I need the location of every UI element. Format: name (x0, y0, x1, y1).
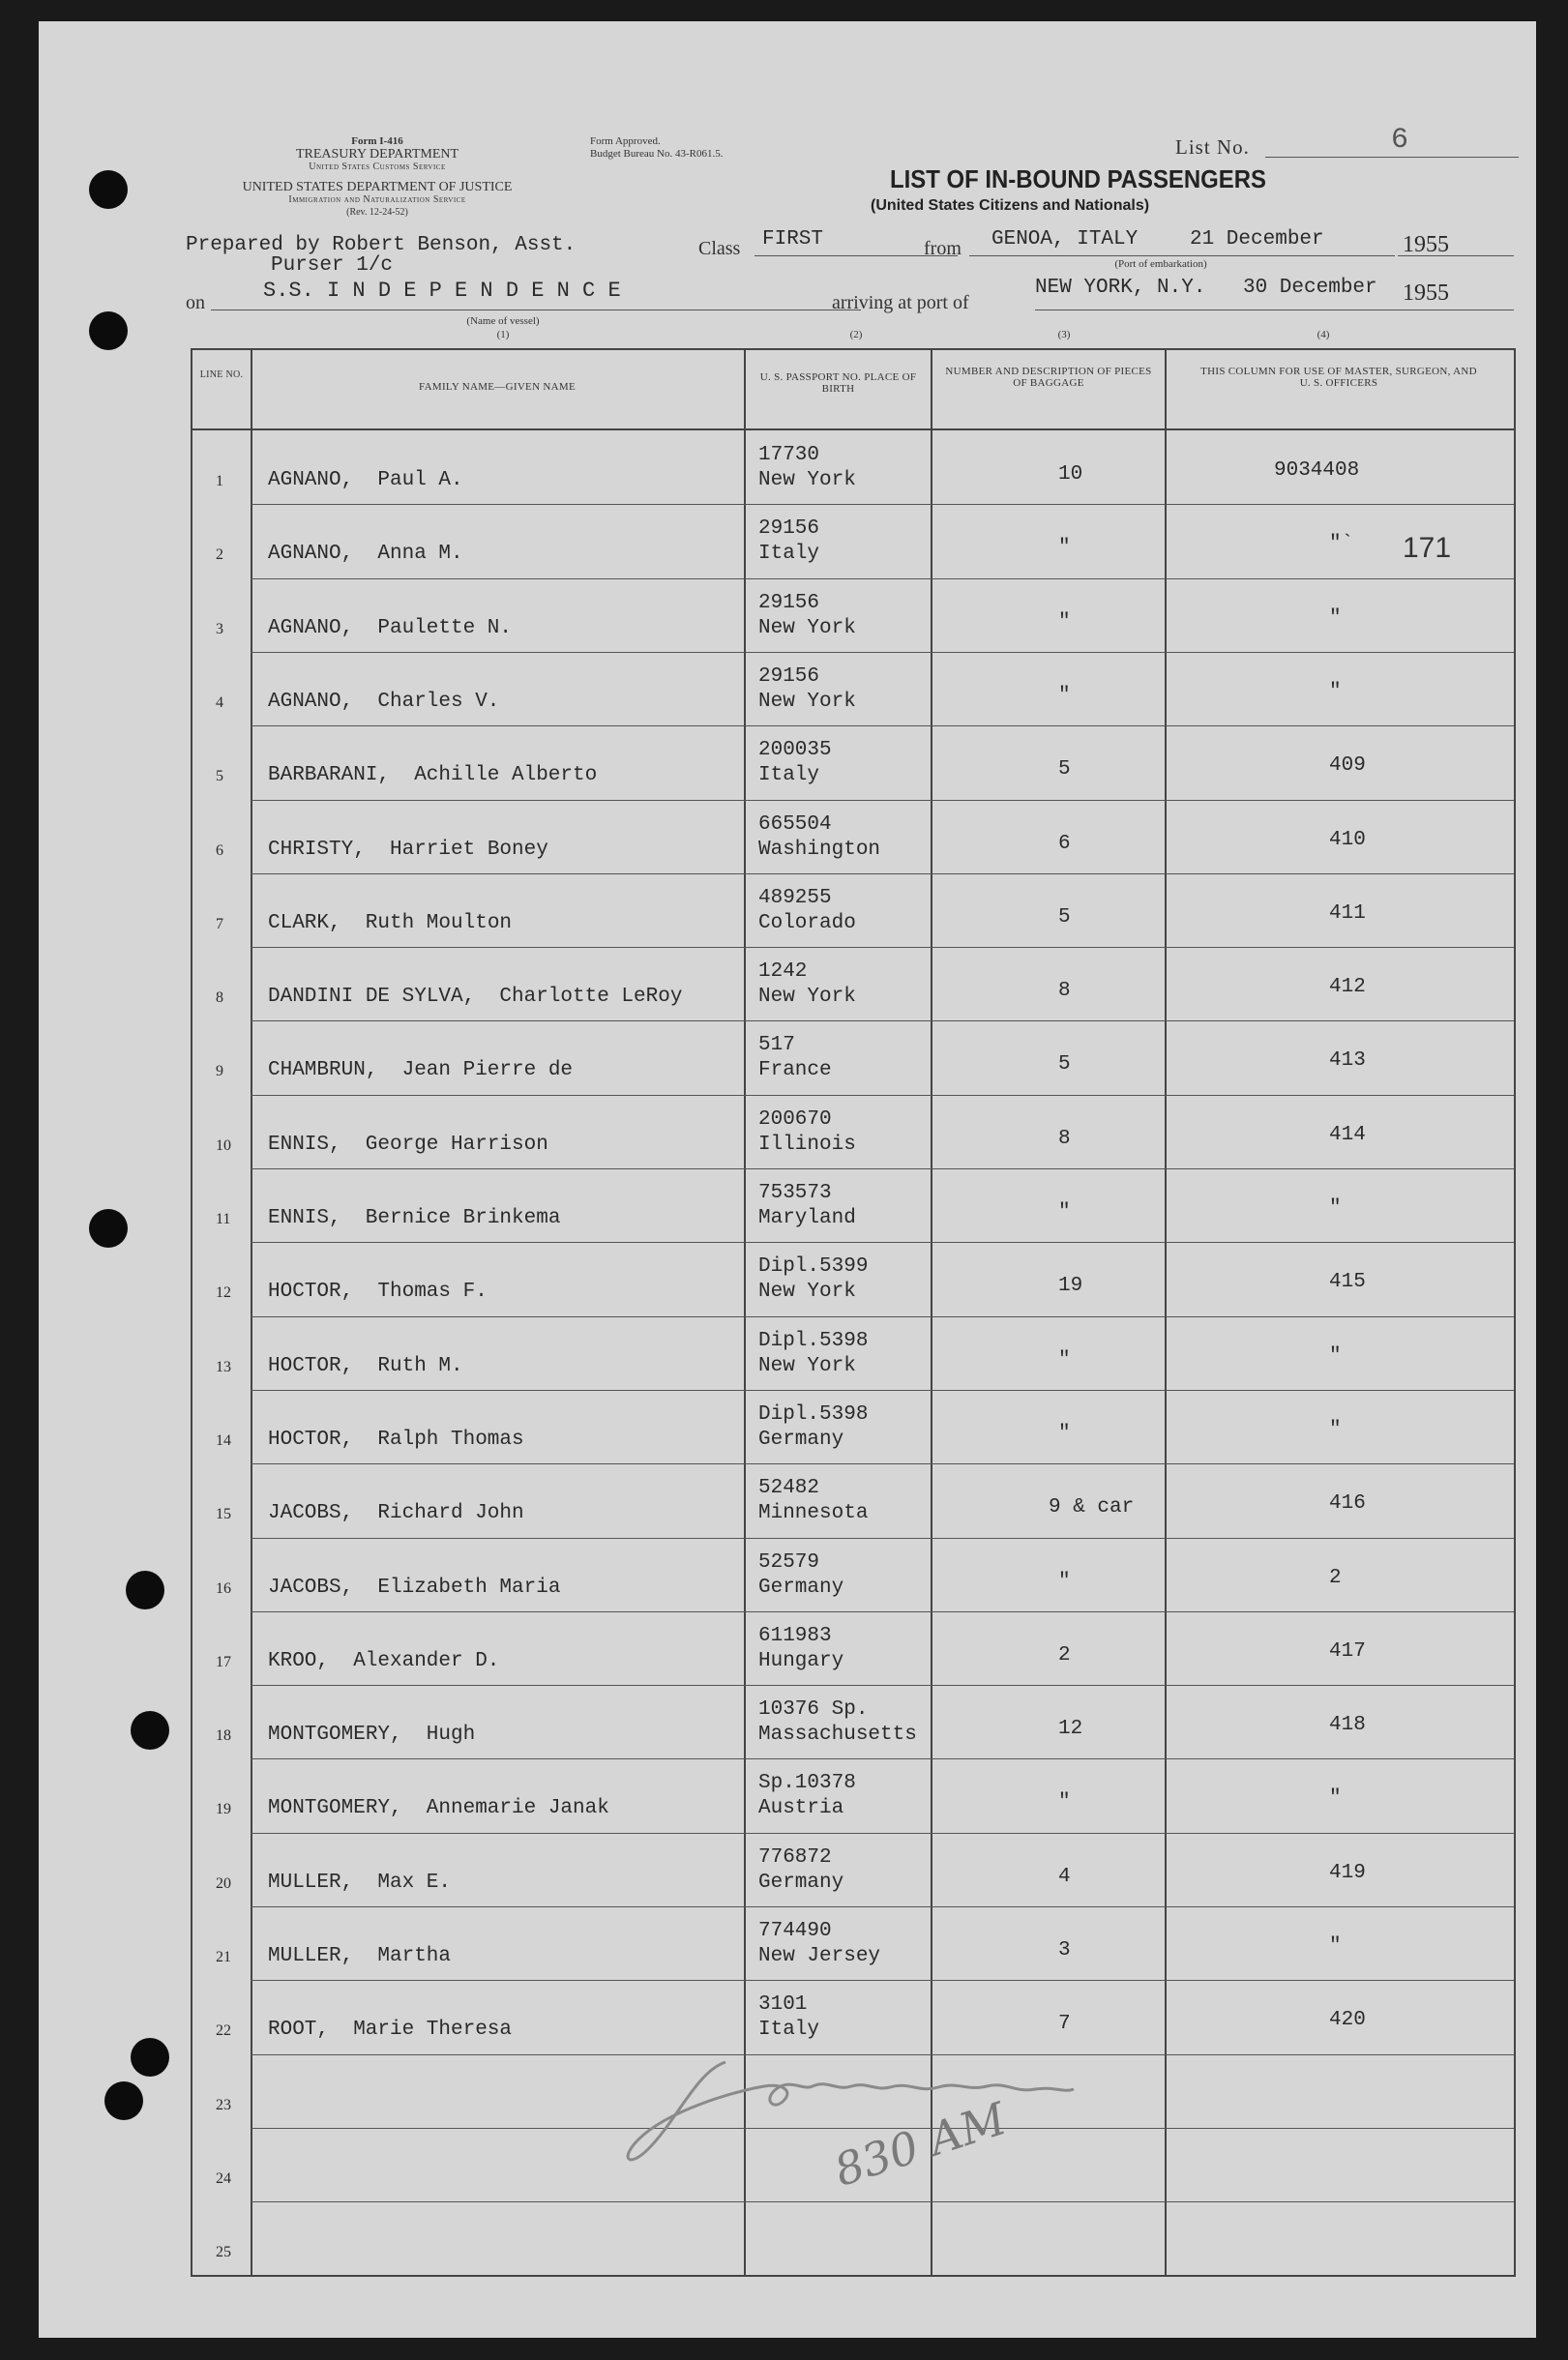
col4-number: (4) (1317, 329, 1330, 340)
passport-number: 17730 (758, 444, 820, 466)
punch-hole (131, 2038, 169, 2077)
table-row (192, 578, 1514, 653)
table-row (192, 873, 1514, 948)
line-number: 3 (216, 620, 223, 637)
passport-number: 29156 (758, 591, 820, 614)
given-name: Thomas F. (377, 1281, 488, 1304)
family-name: JACOBS, (268, 1576, 354, 1599)
table-row (192, 430, 1514, 505)
col-header-officers: THIS COLUMN FOR USE OF MASTER, SURGEON, AND U. S. OFFICERS (1200, 366, 1477, 389)
given-name: Bernice Brinkema (365, 1207, 561, 1229)
officer-note: "` (1329, 533, 1354, 556)
given-name: Hugh (426, 1724, 476, 1747)
passport-number: 1242 (758, 960, 808, 984)
officer-note: 418 (1329, 1714, 1366, 1737)
officer-note: " (1329, 1344, 1342, 1368)
arrival-port: NEW YORK, N.Y. (1035, 277, 1206, 299)
officer-note: 412 (1329, 976, 1366, 999)
place-of-birth: Maryland (758, 1207, 856, 1229)
baggage: " (1058, 1791, 1071, 1814)
given-name: Ruth Moulton (365, 911, 513, 934)
family-name: CLARK, (268, 911, 341, 934)
baggage: 7 (1058, 2013, 1071, 2036)
place-of-birth: Colorado (758, 911, 856, 934)
line-number: 7 (216, 915, 223, 932)
officer-note: " (1329, 1418, 1342, 1441)
vessel-name: S.S. I N D E P E N D E N C E (263, 279, 621, 303)
officer-note: 413 (1329, 1049, 1366, 1073)
punch-hole (89, 311, 128, 350)
table-row (192, 1758, 1514, 1833)
officer-note: 409 (1329, 754, 1366, 778)
baggage: 19 (1058, 1275, 1083, 1298)
table-row (192, 1833, 1514, 1907)
given-name: Charlotte LeRoy (499, 986, 683, 1009)
family-name: KROO, (268, 1649, 330, 1672)
place-of-birth: Italy (758, 764, 820, 787)
class-label: Class (698, 238, 741, 259)
passport-number: 753573 (758, 1182, 832, 1204)
baggage: 3 (1058, 1939, 1071, 1962)
list-no-label: List No. (1175, 135, 1250, 159)
line-number: 22 (216, 2022, 231, 2040)
given-name: Achille Alberto (414, 764, 598, 787)
table-row (192, 1390, 1514, 1464)
passport-number: 10376 Sp. (758, 1698, 869, 1722)
baggage: 2 (1058, 1643, 1071, 1667)
passport-number: 29156 (758, 517, 820, 541)
table-row (192, 2201, 1514, 2276)
baggage: 10 (1058, 463, 1083, 486)
baggage: 8 (1058, 1127, 1071, 1150)
time-stamp: 830 AM (828, 2092, 1013, 2197)
place-of-birth: New York (758, 1281, 856, 1304)
given-name: Elizabeth Maria (377, 1576, 561, 1599)
page-subtitle: (United States Citizens and Nationals) (871, 197, 1150, 214)
table-row (192, 1611, 1514, 1686)
place-of-birth: New York (758, 690, 856, 713)
place-of-birth: Germany (758, 1871, 844, 1894)
passport-number: 665504 (758, 812, 832, 836)
officer-note: " (1329, 680, 1342, 703)
table-row (192, 1168, 1514, 1243)
baggage: 5 (1058, 1053, 1071, 1077)
officer-note: 9034408 (1274, 459, 1360, 482)
col1-number: (1) (496, 329, 510, 340)
place-of-birth: Massachusetts (758, 1724, 917, 1747)
table-row (192, 652, 1514, 726)
given-name: Ralph Thomas (377, 1428, 524, 1451)
family-name: CHAMBRUN, (268, 1059, 378, 1082)
table-row (192, 1020, 1514, 1095)
given-name: Annemarie Janak (426, 1797, 609, 1820)
line-number: 15 (216, 1506, 231, 1523)
table-row (192, 1906, 1514, 1981)
table-row (192, 1316, 1514, 1391)
page-title: LIST OF IN-BOUND PASSENGERS (890, 164, 1266, 193)
family-name: ROOT, (268, 2019, 330, 2042)
family-name: ENNIS, (268, 1133, 341, 1156)
passport-number: 611983 (758, 1624, 832, 1647)
line-number: 23 (216, 2096, 231, 2113)
given-name: Max E. (377, 1871, 452, 1894)
baggage: " (1058, 1348, 1071, 1372)
place-of-birth: New York (758, 1354, 856, 1377)
line-number: 19 (216, 1801, 231, 1818)
table-row (192, 1685, 1514, 1759)
col3-number: (3) (1057, 329, 1071, 340)
given-name: Paulette N. (377, 616, 513, 639)
given-name: Marie Theresa (353, 2019, 513, 2042)
col-header-baggage: NUMBER AND DESCRIPTION OF PIECES OF BAGGAGE (945, 366, 1152, 389)
given-name: Paul A. (377, 469, 463, 491)
family-name: ENNIS, (268, 1207, 341, 1229)
line-number: 17 (216, 1653, 231, 1670)
embarkation-port: GENOA, ITALY (991, 228, 1139, 251)
col2-number: (2) (849, 329, 863, 340)
year-1: 1955 (1403, 232, 1449, 257)
officer-note: 411 (1329, 901, 1366, 925)
arrival-date: 30 December (1243, 277, 1377, 299)
table-row (192, 947, 1514, 1021)
passport-number: 52482 (758, 1477, 820, 1500)
family-name: HOCTOR, (268, 1281, 354, 1304)
baggage: 5 (1058, 905, 1071, 929)
table-row (192, 1463, 1514, 1538)
given-name: Harriet Boney (390, 838, 548, 861)
family-name: DANDINI DE SYLVA, (268, 986, 476, 1009)
family-name: AGNANO, (268, 543, 354, 566)
given-name: Jean Pierre de (401, 1059, 574, 1082)
baggage: 6 (1058, 832, 1071, 855)
officer-note: 417 (1329, 1639, 1366, 1663)
baggage: " (1058, 1422, 1071, 1445)
passport-number: 489255 (758, 886, 832, 909)
place-of-birth: Italy (758, 2019, 820, 2042)
year-2: 1955 (1403, 280, 1449, 306)
baggage: " (1058, 537, 1071, 560)
place-of-birth: Germany (758, 1428, 844, 1451)
punch-hole (104, 2081, 143, 2120)
family-name: HOCTOR, (268, 1354, 354, 1377)
officer-note: " (1329, 1197, 1342, 1220)
table-row (192, 1095, 1514, 1169)
place-of-birth: France (758, 1059, 832, 1082)
table-row (192, 504, 1514, 578)
baggage: " (1058, 1201, 1071, 1224)
family-name: BARBARANI, (268, 764, 391, 787)
baggage: 9 & car (1049, 1496, 1135, 1519)
baggage: 12 (1058, 1718, 1083, 1741)
line-number: 18 (216, 1727, 231, 1745)
given-name: Ruth M. (377, 1354, 463, 1377)
passport-number: 52579 (758, 1550, 820, 1574)
table-row (192, 1538, 1514, 1612)
embarkation-date: 21 December (1190, 228, 1324, 251)
line-number: 24 (216, 2169, 231, 2187)
arriving-label: arriving at port of (832, 292, 969, 313)
officer-note: 2 (1329, 1566, 1342, 1589)
line-number: 12 (216, 1284, 231, 1302)
family-name: AGNANO, (268, 616, 354, 639)
line-number: 25 (216, 2244, 231, 2261)
passport-number: Dipl.5398 (758, 1329, 869, 1352)
punch-hole (89, 170, 128, 209)
passport-number: Dipl.5399 (758, 1255, 869, 1279)
manifest-page (39, 21, 1536, 2338)
place-of-birth: New York (758, 469, 856, 491)
passport-number: 776872 (758, 1845, 832, 1869)
place-of-birth: Germany (758, 1576, 844, 1599)
family-name: AGNANO, (268, 469, 354, 491)
line-number: 21 (216, 1949, 231, 1965)
officer-note: " (1329, 1787, 1342, 1811)
margin-number: 171 (1403, 532, 1452, 564)
passport-number: Sp.10378 (758, 1772, 856, 1795)
port-caption: (Port of embarkation) (1114, 258, 1207, 270)
place-of-birth: Washington (758, 838, 881, 861)
officer-note: 420 (1329, 2009, 1366, 2032)
line-number: 9 (216, 1063, 223, 1080)
family-name: AGNANO, (268, 690, 354, 713)
passport-number: 200035 (758, 739, 832, 762)
baggage: " (1058, 610, 1071, 634)
prepared-by-2: Purser 1/c (271, 254, 394, 277)
place-of-birth: Minnesota (758, 1502, 869, 1525)
given-name: Charles V. (377, 690, 500, 713)
family-name: MONTGOMERY, (268, 1724, 402, 1747)
given-name: Anna M. (377, 543, 463, 566)
baggage: 4 (1058, 1865, 1071, 1888)
line-number: 16 (216, 1579, 231, 1597)
given-name: Alexander D. (353, 1649, 500, 1672)
place-of-birth: Illinois (758, 1133, 856, 1156)
vessel-caption: (Name of vessel) (466, 315, 540, 327)
family-name: CHRISTY, (268, 838, 366, 861)
place-of-birth: Hungary (758, 1649, 844, 1672)
given-name: Martha (377, 1945, 452, 1967)
punch-hole (131, 1711, 169, 1750)
passport-number: 29156 (758, 664, 820, 688)
line-number: 1 (216, 473, 223, 489)
col-header-line: LINE NO. (199, 369, 244, 380)
passport-number: Dipl.5398 (758, 1402, 869, 1426)
line-number: 11 (216, 1211, 231, 1227)
from-label: from (924, 238, 962, 259)
budget-info: Form Approved. Budget Bureau No. 43-R061.5. (590, 135, 724, 160)
family-name: MULLER, (268, 1871, 354, 1894)
line-number: 20 (216, 1874, 231, 1892)
line-number: 2 (216, 546, 223, 564)
place-of-birth: Austria (758, 1797, 844, 1820)
list-no-value: 6 (1391, 124, 1409, 157)
line-number: 5 (216, 768, 223, 785)
table-row (192, 800, 1514, 874)
baggage: 5 (1058, 758, 1071, 782)
prepared-by: Prepared by Robert Benson, Asst. (186, 234, 577, 256)
line-number: 14 (216, 1431, 231, 1449)
place-of-birth: New Jersey (758, 1945, 881, 1967)
punch-hole (126, 1571, 164, 1609)
on-label: on (186, 292, 205, 313)
baggage: 8 (1058, 980, 1071, 1003)
family-name: MONTGOMERY, (268, 1797, 402, 1820)
passenger-table (191, 348, 1516, 2277)
line-number: 6 (216, 841, 223, 859)
family-name: MULLER, (268, 1945, 354, 1967)
officer-note: 415 (1329, 1271, 1366, 1294)
officer-note: " (1329, 606, 1342, 630)
table-row (192, 725, 1514, 800)
given-name: Richard John (377, 1502, 524, 1525)
officer-note: 410 (1329, 828, 1366, 851)
place-of-birth: New York (758, 986, 856, 1009)
col-header-name: FAMILY NAME—GIVEN NAME (419, 381, 576, 393)
col-header-passport: U. S. PASSPORT NO. PLACE OF BIRTH (759, 371, 917, 395)
place-of-birth: New York (758, 616, 856, 639)
family-name: JACOBS, (268, 1502, 354, 1525)
officer-note: 419 (1329, 1861, 1366, 1884)
passport-number: 774490 (758, 1920, 832, 1942)
line-number: 8 (216, 989, 223, 1007)
punch-hole (89, 1209, 128, 1248)
place-of-birth: Italy (758, 543, 820, 566)
line-number: 4 (216, 693, 223, 711)
officer-note: 416 (1329, 1492, 1366, 1516)
baggage: " (1058, 1570, 1071, 1593)
passport-number: 3101 (758, 1993, 808, 2017)
line-number: 10 (216, 1136, 231, 1154)
table-row (192, 1242, 1514, 1316)
baggage: " (1058, 684, 1071, 707)
passport-number: 517 (758, 1034, 795, 1057)
passport-number: 200670 (758, 1107, 832, 1131)
given-name: George Harrison (365, 1133, 548, 1156)
officer-note: 414 (1329, 1123, 1366, 1146)
officer-note: " (1329, 1935, 1342, 1958)
class-value: FIRST (762, 228, 824, 251)
family-name: HOCTOR, (268, 1428, 354, 1451)
line-number: 13 (216, 1358, 231, 1375)
form-info: Form I-416 TREASURY DEPARTMENT United States Customs Service UNITED STATES DEPARTMENT OF JUSTICE Immigration and Naturalization Service (Rev. 12-24-52) (242, 135, 513, 218)
